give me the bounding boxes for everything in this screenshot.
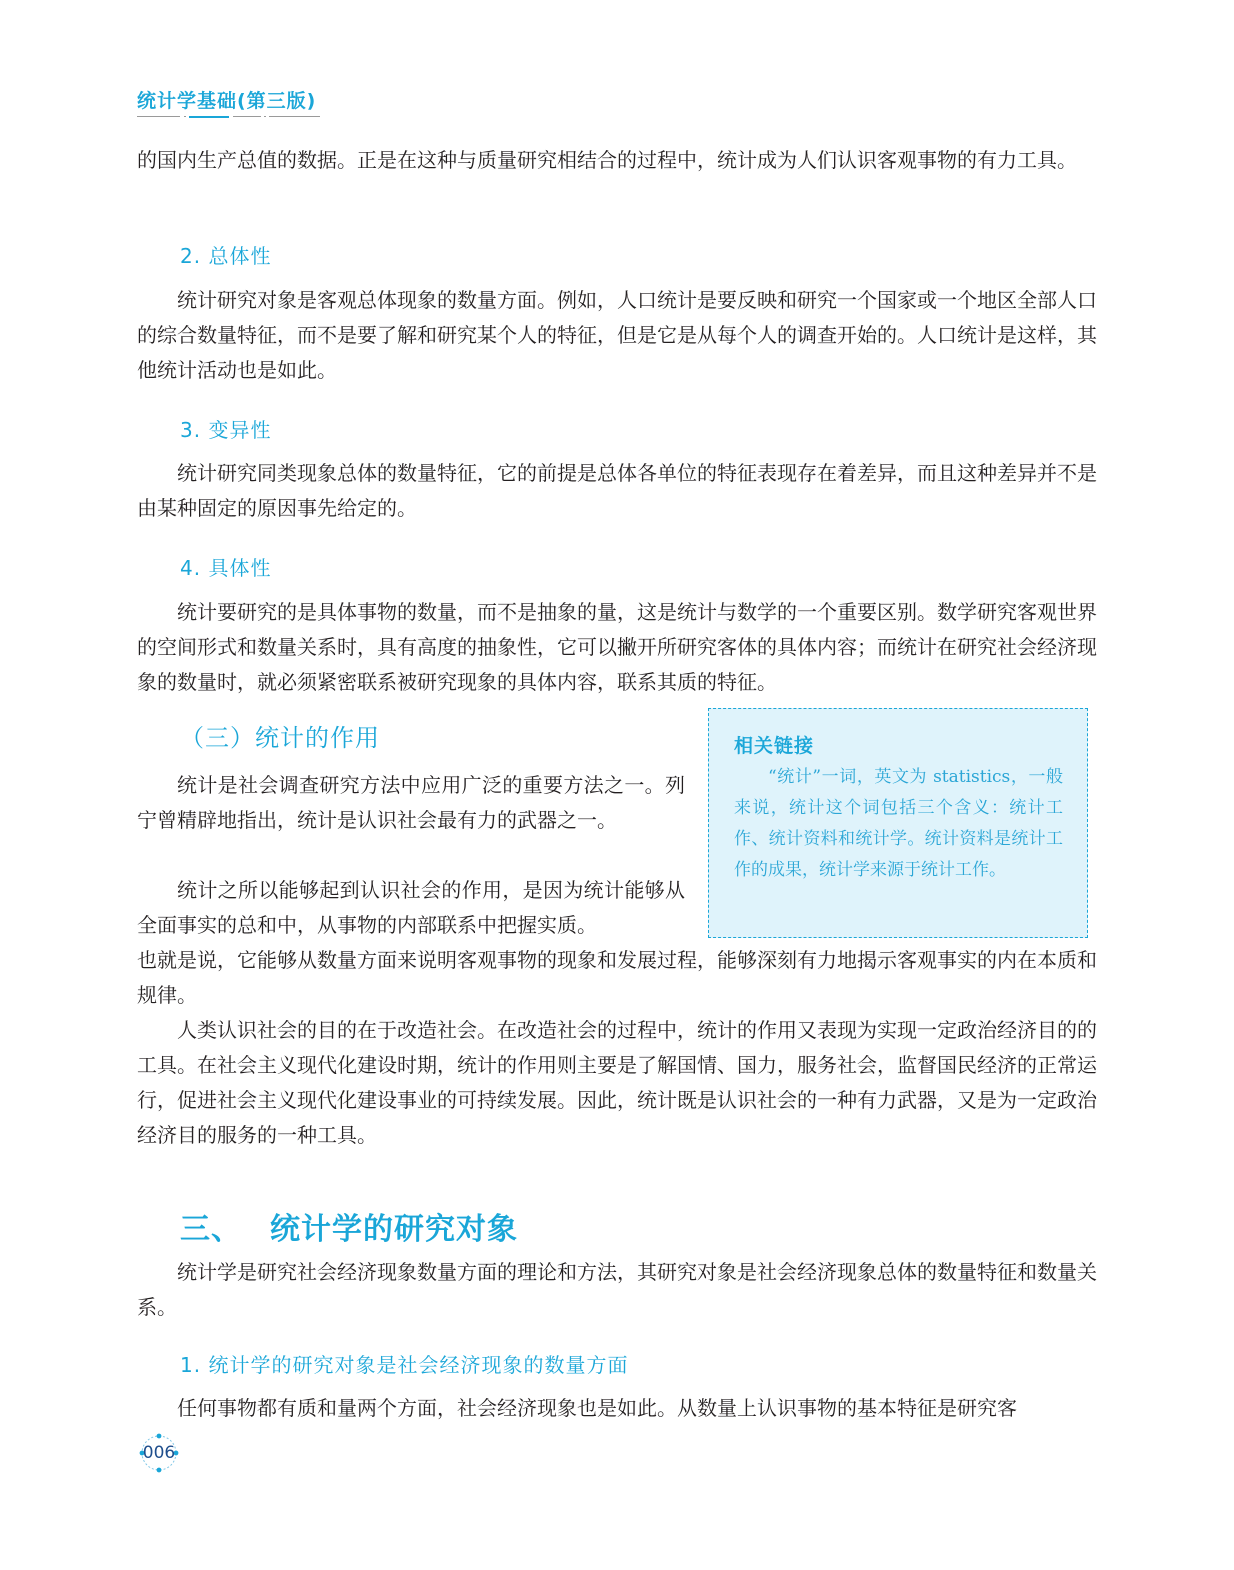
paragraph-continuation: 的国内生产总值的数据。正是在这种与质量研究相结合的过程中，统计成为人们认识客观事物的有力工具。 [137, 148, 1077, 172]
heading-object-1: 1. 统计学的研究对象是社会经济现象的数量方面 [180, 1353, 629, 1377]
related-link-body: “统计”一词，英文为 statistics，一般来说，统计这个词包括三个含义：统计工作、统计资料和统计学。统计资料是统计工作的成果，统计学来源于统计工作。 [734, 767, 1063, 880]
paragraph-variability: 统计研究同类现象总体的数量特征，它的前提是总体各单位的特征表现存在着差异，而且这种差异并不是由某种固定的原因事先给定的。 [137, 461, 1097, 520]
running-head-book-title: 统计学基础(第三版) [137, 90, 317, 112]
paragraph-role-2a: 统计之所以能够起到认识社会的作用，是因为统计能够从全面事实的总和中，从事物的内部联系中把握实质。 [137, 878, 685, 937]
heading-totality: 2. 总体性 [180, 244, 272, 268]
section-title: 统计学的研究对象 [270, 1212, 518, 1247]
page-number-badge [139, 1433, 179, 1473]
section-heading-research-object [180, 1204, 518, 1248]
page-number: 006 [142, 1443, 176, 1463]
heading-concreteness: 4. 具体性 [180, 556, 272, 580]
paragraph-role-3: 人类认识社会的目的在于改造社会。在改造社会的过程中，统计的作用又表现为实现一定政治经济目的的工具。在社会主义现代化建设时期，统计的作用则主要是了解国情、国力，服务社会，监督国民经济的正常运行，促进社会主义现代化建设事业的可持续发展。因此，统计既是认识社会的一种有力武器，又是为一定政治经济目的服务的一种工具。 [137, 1018, 1097, 1147]
related-link-box [708, 708, 1088, 938]
paragraph-object-1: 任何事物都有质和量两个方面，社会经济现象也是如此。从数量上认识事物的基本特征是研究客 [177, 1396, 1017, 1420]
paragraph-totality: 统计研究对象是客观总体现象的数量方面。例如，人口统计是要反映和研究一个国家或一个地区全部人口的综合数量特征，而不是要了解和研究某个人的特征，但是它是从每个人的调查开始的。人口统计是这样，其他统计活动也是如此。 [137, 288, 1097, 382]
header-rule [137, 114, 320, 120]
paragraph-role-2b: 也就是说，它能够从数量方面来说明客观事物的现象和发展过程，能够深刻有力地揭示客观事实的内在本质和规律。 [137, 948, 1097, 1007]
section-number: 三、 [180, 1212, 242, 1247]
related-link-title: 相关链接 [734, 735, 815, 757]
heading-role-of-statistics: （三）统计的作用 [180, 724, 380, 752]
heading-variability: 3. 变异性 [180, 418, 272, 442]
paragraph-object-intro: 统计学是研究社会经济现象数量方面的理论和方法，其研究对象是社会经济现象总体的数量特征和数量关系。 [137, 1260, 1097, 1319]
paragraph-role-1: 统计是社会调查研究方法中应用广泛的重要方法之一。列宁曾精辟地指出，统计是认识社会最有力的武器之一。 [137, 773, 685, 832]
paragraph-concreteness: 统计要研究的是具体事物的数量，而不是抽象的量，这是统计与数学的一个重要区别。数学研究客观世界的空间形式和数量关系时，具有高度的抽象性，它可以撇开所研究客体的具体内容；而统计在研究社会经济现象的数量时，就必须紧密联系被研究现象的具体内容，联系其质的特征。 [137, 600, 1097, 694]
